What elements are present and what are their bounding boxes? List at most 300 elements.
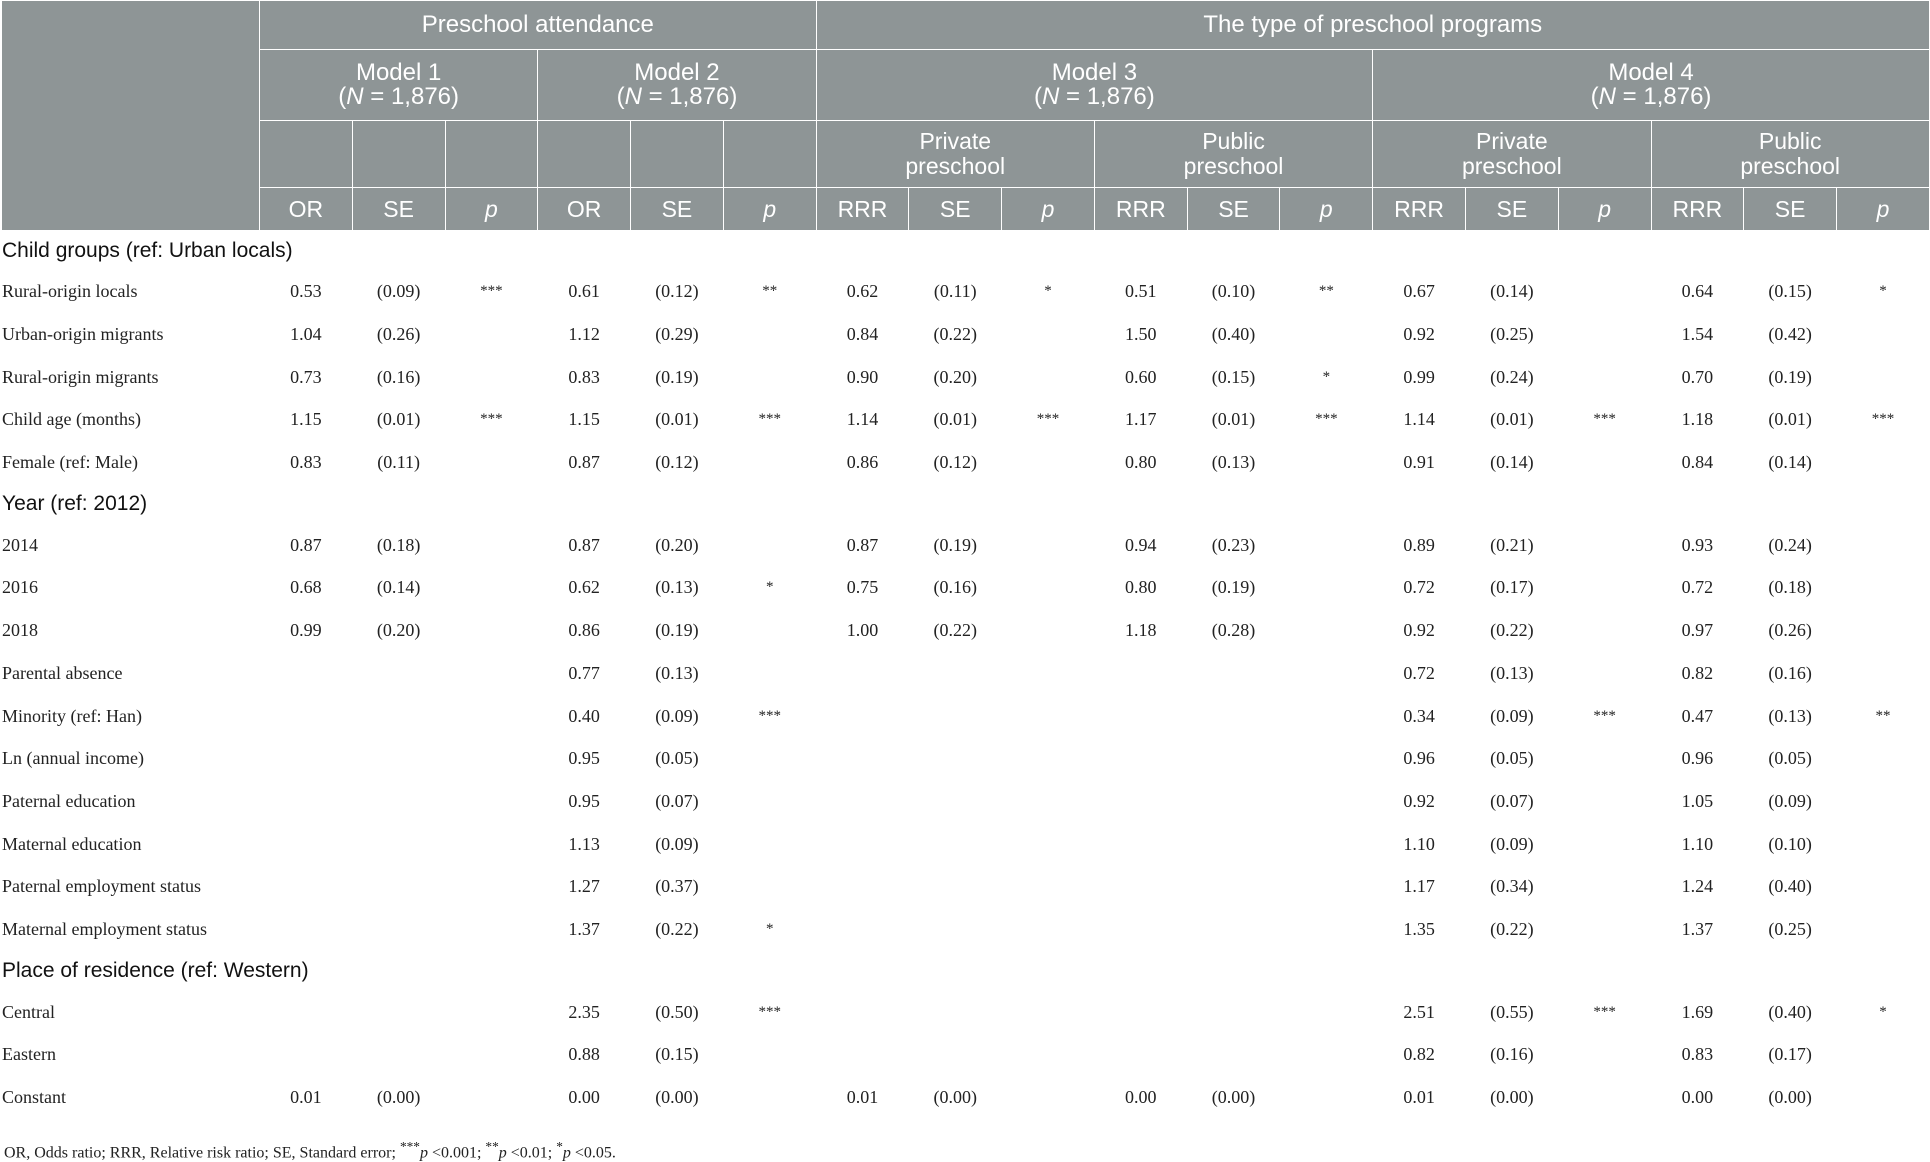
significance-cell <box>1280 823 1373 866</box>
se-cell <box>909 865 1002 908</box>
significance-cell <box>1837 780 1930 823</box>
table-row <box>2 313 1930 356</box>
se-cell <box>352 695 445 738</box>
estimate-cell <box>260 695 353 738</box>
estimate-cell: 0.87 <box>816 524 909 567</box>
se-cell: (0.01) <box>352 399 445 442</box>
significance-cell <box>1280 695 1373 738</box>
se-cell: (0.22) <box>1465 908 1558 951</box>
estimate-cell: 0.97 <box>1651 609 1744 652</box>
estimate-cell: 0.62 <box>538 567 631 610</box>
stat-se-header: SE <box>1465 188 1558 231</box>
se-cell: (0.15) <box>1187 356 1280 399</box>
estimate-cell <box>816 652 909 695</box>
section-heading: Year (ref: 2012) <box>2 484 1930 524</box>
estimate-cell: 2.35 <box>538 991 631 1034</box>
significance-cell: ** <box>1280 271 1373 314</box>
estimate-cell <box>816 780 909 823</box>
significance-cell <box>1837 356 1930 399</box>
estimate-cell: 0.92 <box>1373 780 1466 823</box>
estimate-cell: 0.87 <box>260 524 353 567</box>
significance-cell: *** <box>1002 399 1095 442</box>
estimate-cell <box>816 695 909 738</box>
row-label: Rural-origin migrants <box>2 356 260 399</box>
significance-cell <box>723 865 816 908</box>
table-footnote: OR, Odds ratio; RRR, Relative risk ratio; SE, Standard error; ***p <0.001; **p <0.01; *p <0.05. <box>4 1139 616 1162</box>
table-row <box>2 524 1930 567</box>
table-header <box>2 1 1930 231</box>
se-cell: (0.12) <box>631 441 724 484</box>
estimate-cell: 0.87 <box>538 441 631 484</box>
significance-cell <box>1558 865 1651 908</box>
estimate-cell: 1.17 <box>1373 865 1466 908</box>
significance-cell <box>1837 865 1930 908</box>
se-cell: (0.24) <box>1465 356 1558 399</box>
significance-cell <box>1280 313 1373 356</box>
significance-cell <box>723 609 816 652</box>
estimate-cell: 0.62 <box>816 271 909 314</box>
estimate-cell <box>816 865 909 908</box>
stat-or-header: OR <box>538 188 631 231</box>
stat-rrr-header: RRR <box>816 188 909 231</box>
estimate-cell: 0.73 <box>260 356 353 399</box>
se-cell: (0.00) <box>1187 1076 1280 1119</box>
significance-cell <box>1837 737 1930 780</box>
significance-cell <box>1280 780 1373 823</box>
stat-or-header: OR <box>260 188 353 231</box>
se-cell <box>1187 695 1280 738</box>
se-cell <box>1187 737 1280 780</box>
estimate-cell <box>260 1034 353 1077</box>
estimate-cell: 0.70 <box>1651 356 1744 399</box>
se-cell: (0.14) <box>1744 441 1837 484</box>
significance-cell <box>723 652 816 695</box>
estimate-cell: 1.14 <box>1373 399 1466 442</box>
se-cell: (0.13) <box>1465 652 1558 695</box>
estimate-cell: 1.37 <box>1651 908 1744 951</box>
se-cell <box>909 737 1002 780</box>
se-cell <box>909 1034 1002 1077</box>
se-cell: (0.34) <box>1465 865 1558 908</box>
significance-cell <box>1558 313 1651 356</box>
estimate-cell: 0.90 <box>816 356 909 399</box>
estimate-cell: 0.83 <box>260 441 353 484</box>
significance-cell <box>1558 908 1651 951</box>
table-row <box>2 780 1930 823</box>
se-cell <box>352 865 445 908</box>
se-cell: (0.19) <box>1744 356 1837 399</box>
significance-cell <box>1002 780 1095 823</box>
significance-cell <box>1280 652 1373 695</box>
significance-cell <box>445 356 538 399</box>
table-row <box>2 1076 1930 1119</box>
estimate-cell: 1.15 <box>538 399 631 442</box>
significance-cell <box>1837 313 1930 356</box>
se-cell: (0.05) <box>631 737 724 780</box>
se-cell: (0.40) <box>1187 313 1280 356</box>
row-label-header <box>2 1 260 231</box>
se-cell: (0.40) <box>1744 865 1837 908</box>
table-row <box>2 823 1930 866</box>
se-cell <box>352 780 445 823</box>
stat-se-header: SE <box>352 188 445 231</box>
significance-cell <box>723 1034 816 1077</box>
estimate-cell: 1.17 <box>1094 399 1187 442</box>
se-cell: (0.09) <box>352 271 445 314</box>
estimate-cell: 0.67 <box>1373 271 1466 314</box>
estimate-cell <box>1094 823 1187 866</box>
row-label: Paternal employment status <box>2 865 260 908</box>
significance-cell <box>1002 865 1095 908</box>
significance-cell <box>445 652 538 695</box>
se-cell: (0.12) <box>909 441 1002 484</box>
significance-cell <box>1837 1076 1930 1119</box>
estimate-cell: 0.75 <box>816 567 909 610</box>
significance-cell: *** <box>1558 695 1651 738</box>
estimate-cell: 1.10 <box>1651 823 1744 866</box>
se-cell: (0.24) <box>1744 524 1837 567</box>
se-cell: (0.01) <box>1187 399 1280 442</box>
significance-cell <box>445 609 538 652</box>
row-label: Urban-origin migrants <box>2 313 260 356</box>
significance-cell <box>445 524 538 567</box>
se-cell: (0.14) <box>1465 441 1558 484</box>
table-row <box>2 865 1930 908</box>
estimate-cell: 1.18 <box>1094 609 1187 652</box>
estimate-cell: 0.92 <box>1373 313 1466 356</box>
estimate-cell: 1.04 <box>260 313 353 356</box>
significance-cell <box>1558 1076 1651 1119</box>
se-cell: (0.13) <box>1744 695 1837 738</box>
significance-cell <box>445 441 538 484</box>
estimate-cell: 0.00 <box>1094 1076 1187 1119</box>
significance-cell <box>445 908 538 951</box>
significance-cell <box>1002 1076 1095 1119</box>
estimate-cell <box>816 908 909 951</box>
estimate-cell: 0.34 <box>1373 695 1466 738</box>
significance-cell <box>1837 609 1930 652</box>
spacer-cell <box>260 121 353 188</box>
se-cell: (0.42) <box>1744 313 1837 356</box>
significance-cell: * <box>1002 271 1095 314</box>
se-cell <box>909 991 1002 1034</box>
significance-cell: ** <box>1837 695 1930 738</box>
estimate-cell <box>1094 695 1187 738</box>
estimate-cell <box>260 865 353 908</box>
significance-cell <box>1002 695 1095 738</box>
spacer-cell <box>631 121 724 188</box>
estimate-cell: 0.99 <box>260 609 353 652</box>
se-cell: (0.01) <box>909 399 1002 442</box>
estimate-cell <box>816 991 909 1034</box>
significance-cell <box>1002 652 1095 695</box>
significance-cell <box>1558 441 1651 484</box>
stat-se-header: SE <box>1744 188 1837 231</box>
se-cell: (0.21) <box>1465 524 1558 567</box>
se-cell: (0.00) <box>909 1076 1002 1119</box>
estimate-cell: 0.51 <box>1094 271 1187 314</box>
estimate-cell: 0.84 <box>1651 441 1744 484</box>
se-cell: (0.05) <box>1744 737 1837 780</box>
se-cell <box>352 991 445 1034</box>
estimate-cell: 0.80 <box>1094 567 1187 610</box>
row-label: Female (ref: Male) <box>2 441 260 484</box>
estimate-cell: 0.72 <box>1373 567 1466 610</box>
stat-p-header: p <box>445 188 538 231</box>
se-cell: (0.00) <box>631 1076 724 1119</box>
se-cell: (0.17) <box>1465 567 1558 610</box>
se-cell: (0.00) <box>1744 1076 1837 1119</box>
estimate-cell: 1.14 <box>816 399 909 442</box>
se-cell: (0.00) <box>1465 1076 1558 1119</box>
se-cell: (0.09) <box>631 695 724 738</box>
spacer-cell <box>723 121 816 188</box>
significance-cell: *** <box>1558 991 1651 1034</box>
se-cell <box>352 908 445 951</box>
row-label: Child age (months) <box>2 399 260 442</box>
se-cell: (0.15) <box>1744 271 1837 314</box>
significance-cell <box>1002 737 1095 780</box>
significance-cell <box>445 865 538 908</box>
significance-cell <box>1280 991 1373 1034</box>
estimate-cell: 0.01 <box>260 1076 353 1119</box>
significance-cell <box>1002 313 1095 356</box>
significance-cell <box>723 356 816 399</box>
se-cell: (0.20) <box>352 609 445 652</box>
significance-cell <box>445 567 538 610</box>
section-row <box>2 231 1930 271</box>
se-cell: (0.10) <box>1187 271 1280 314</box>
se-cell <box>1187 1034 1280 1077</box>
estimate-cell <box>260 908 353 951</box>
significance-cell <box>1558 609 1651 652</box>
estimate-cell: 0.91 <box>1373 441 1466 484</box>
significance-cell: *** <box>1558 399 1651 442</box>
row-label: Maternal education <box>2 823 260 866</box>
significance-cell <box>1280 1034 1373 1077</box>
estimate-cell: 1.35 <box>1373 908 1466 951</box>
se-cell: (0.00) <box>352 1076 445 1119</box>
significance-cell <box>1280 1076 1373 1119</box>
se-cell: (0.18) <box>352 524 445 567</box>
significance-cell <box>1558 524 1651 567</box>
estimate-cell: 0.96 <box>1373 737 1466 780</box>
spacer-cell <box>352 121 445 188</box>
significance-cell <box>1558 823 1651 866</box>
se-cell <box>352 652 445 695</box>
significance-cell: *** <box>1280 399 1373 442</box>
significance-cell: ** <box>723 271 816 314</box>
estimate-cell <box>260 652 353 695</box>
se-cell: (0.09) <box>1465 695 1558 738</box>
se-cell: (0.19) <box>1187 567 1280 610</box>
stat-rrr-header: RRR <box>1651 188 1744 231</box>
estimate-cell: 0.86 <box>816 441 909 484</box>
significance-cell <box>445 313 538 356</box>
estimate-cell: 0.01 <box>1373 1076 1466 1119</box>
estimate-cell <box>1094 865 1187 908</box>
se-cell: (0.20) <box>631 524 724 567</box>
row-label: Paternal education <box>2 780 260 823</box>
row-label: 2016 <box>2 567 260 610</box>
significance-cell <box>1837 567 1930 610</box>
estimate-cell: 0.82 <box>1373 1034 1466 1077</box>
significance-cell: *** <box>1837 399 1930 442</box>
significance-cell <box>723 780 816 823</box>
se-cell <box>909 780 1002 823</box>
se-cell <box>909 652 1002 695</box>
estimate-cell <box>816 1034 909 1077</box>
estimate-cell: 0.96 <box>1651 737 1744 780</box>
significance-cell <box>1280 609 1373 652</box>
significance-cell <box>1558 737 1651 780</box>
se-cell: (0.01) <box>1744 399 1837 442</box>
significance-cell <box>1002 1034 1095 1077</box>
estimate-cell: 1.54 <box>1651 313 1744 356</box>
model-3-private-header: Private preschool <box>816 121 1094 188</box>
se-cell <box>1187 991 1280 1034</box>
estimate-cell: 1.00 <box>816 609 909 652</box>
significance-cell <box>445 1034 538 1077</box>
row-label: Ln (annual income) <box>2 737 260 780</box>
se-cell: (0.16) <box>352 356 445 399</box>
significance-cell <box>1558 356 1651 399</box>
estimate-cell: 1.05 <box>1651 780 1744 823</box>
estimate-cell <box>260 737 353 780</box>
significance-cell <box>1280 908 1373 951</box>
table-row <box>2 991 1930 1034</box>
se-cell: (0.22) <box>631 908 724 951</box>
estimate-cell: 0.53 <box>260 271 353 314</box>
significance-cell <box>723 441 816 484</box>
stat-se-header: SE <box>909 188 1002 231</box>
se-cell: (0.09) <box>1744 780 1837 823</box>
table-body <box>2 231 1930 1119</box>
significance-cell: *** <box>445 271 538 314</box>
se-cell: (0.26) <box>352 313 445 356</box>
estimate-cell: 0.40 <box>538 695 631 738</box>
se-cell: (0.22) <box>1465 609 1558 652</box>
spacer-cell <box>445 121 538 188</box>
significance-cell <box>1280 737 1373 780</box>
model-4-public-header: Public preschool <box>1651 121 1929 188</box>
significance-cell: *** <box>723 991 816 1034</box>
se-cell: (0.13) <box>631 652 724 695</box>
se-cell: (0.37) <box>631 865 724 908</box>
stat-p-header: p <box>1280 188 1373 231</box>
se-cell: (0.11) <box>909 271 1002 314</box>
spacer-cell <box>538 121 631 188</box>
estimate-cell: 0.87 <box>538 524 631 567</box>
se-cell: (0.16) <box>909 567 1002 610</box>
se-cell: (0.16) <box>1744 652 1837 695</box>
significance-cell <box>1002 823 1095 866</box>
row-label: Eastern <box>2 1034 260 1077</box>
se-cell <box>352 737 445 780</box>
estimate-cell: 0.84 <box>816 313 909 356</box>
se-cell: (0.22) <box>909 313 1002 356</box>
significance-cell <box>1280 865 1373 908</box>
model-3-header: Model 3 (N = 1,876) <box>816 50 1373 121</box>
significance-cell <box>1002 991 1095 1034</box>
estimate-cell: 0.61 <box>538 271 631 314</box>
estimate-cell <box>260 991 353 1034</box>
se-cell: (0.16) <box>1465 1034 1558 1077</box>
se-cell: (0.10) <box>1744 823 1837 866</box>
significance-cell <box>1002 524 1095 567</box>
estimate-cell: 0.72 <box>1373 652 1466 695</box>
se-cell: (0.20) <box>909 356 1002 399</box>
se-cell: (0.19) <box>631 609 724 652</box>
significance-cell <box>1002 567 1095 610</box>
significance-cell <box>1280 441 1373 484</box>
significance-cell: * <box>1280 356 1373 399</box>
model-4-private-header: Private preschool <box>1373 121 1651 188</box>
significance-cell <box>723 313 816 356</box>
significance-cell: *** <box>723 695 816 738</box>
estimate-cell: 0.95 <box>538 780 631 823</box>
estimate-cell: 0.01 <box>816 1076 909 1119</box>
se-cell: (0.07) <box>631 780 724 823</box>
row-label: 2014 <box>2 524 260 567</box>
se-cell: (0.09) <box>1465 823 1558 866</box>
estimate-cell: 0.93 <box>1651 524 1744 567</box>
estimate-cell: 0.99 <box>1373 356 1466 399</box>
estimate-cell: 0.94 <box>1094 524 1187 567</box>
table-row <box>2 271 1930 314</box>
row-label: Rural-origin locals <box>2 271 260 314</box>
significance-cell <box>1558 780 1651 823</box>
se-cell: (0.05) <box>1465 737 1558 780</box>
stat-rrr-header: RRR <box>1094 188 1187 231</box>
se-cell: (0.55) <box>1465 991 1558 1034</box>
section-heading: Child groups (ref: Urban locals) <box>2 231 1930 271</box>
significance-cell <box>1558 271 1651 314</box>
significance-cell <box>723 823 816 866</box>
estimate-cell <box>260 823 353 866</box>
estimate-cell <box>816 823 909 866</box>
se-cell: (0.29) <box>631 313 724 356</box>
regression-table <box>1 0 1930 1119</box>
estimate-cell: 0.83 <box>1651 1034 1744 1077</box>
section-row <box>2 484 1930 524</box>
significance-cell <box>1280 524 1373 567</box>
se-cell: (0.07) <box>1465 780 1558 823</box>
se-cell <box>1187 908 1280 951</box>
estimate-cell: 1.37 <box>538 908 631 951</box>
row-label: Maternal employment status <box>2 908 260 951</box>
significance-cell <box>1558 1034 1651 1077</box>
significance-cell <box>723 1076 816 1119</box>
estimate-cell: 1.24 <box>1651 865 1744 908</box>
se-cell <box>352 1034 445 1077</box>
model-2-header: Model 2 (N = 1,876) <box>538 50 816 121</box>
se-cell: (0.40) <box>1744 991 1837 1034</box>
table-row <box>2 399 1930 442</box>
significance-cell <box>1837 524 1930 567</box>
se-cell: (0.25) <box>1744 908 1837 951</box>
table-row <box>2 441 1930 484</box>
estimate-cell: 0.64 <box>1651 271 1744 314</box>
se-cell: (0.14) <box>352 567 445 610</box>
estimate-cell: 1.27 <box>538 865 631 908</box>
table-row <box>2 609 1930 652</box>
significance-cell: *** <box>723 399 816 442</box>
significance-cell <box>1002 609 1095 652</box>
stat-se-header: SE <box>1187 188 1280 231</box>
stat-p-header: p <box>1558 188 1651 231</box>
estimate-cell: 0.60 <box>1094 356 1187 399</box>
